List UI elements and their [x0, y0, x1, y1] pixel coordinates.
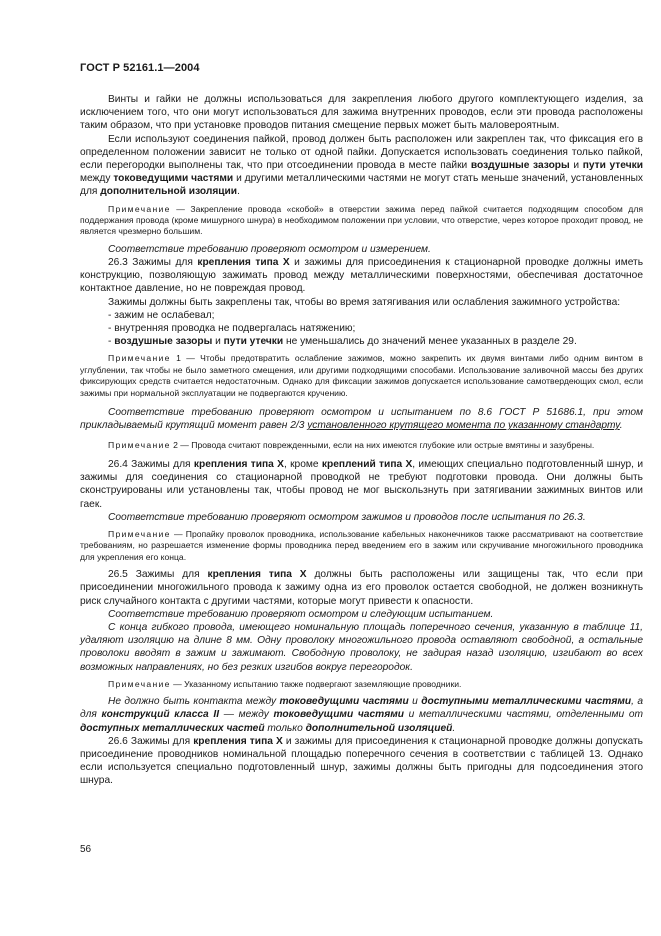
- compliance-check-4: Соответствие требованию проверяют осмотром и следующим испытанием.: [108, 608, 494, 620]
- term-live-parts: токоведущими частями: [113, 173, 234, 185]
- note-label: Примечание: [108, 203, 171, 214]
- clause-26-5: 26.5 Зажимы для крепления типа X должны быть расположены или защищены так, что если при присоединении многожильного провода к зажиму одна из его проволок остается свободной, не должен возникнуть риск случайного контакта с другими частями, которые могут привести к опасности.: [80, 569, 643, 607]
- clause-26-4: 26.4 Зажимы для крепления типа X, кроме креплений типа X, имеющих специально подготовленный шнур, и зажимы для соединения со стационарной проводкой не требуют подготовки провода. Они должны быть сконструированы или установлены так, чтобы провод не мог выскользнуть при затягивании зажимных винтов или гаек.: [80, 458, 644, 510]
- note-label: Примечание: [108, 353, 171, 364]
- list-item-3: - воздушные зазоры и пути утечки не уменьшались до значений менее указанных в разделе 29.: [108, 336, 577, 348]
- document-code-header: ГОСТ Р 52161.1—2004: [80, 62, 200, 74]
- note-earthing: Примечание — Указанному испытанию также подвергают заземляющие проводники.: [108, 678, 462, 689]
- compliance-check-2: Соответствие требованию проверяют осмотром и испытанием по 8.6 ГОСТ Р 51686.1, при этом прикладываемый крутящий момент равен 2/3 установленного крутящего момента по указанному стандарту.: [80, 407, 643, 432]
- paragraph-no-contact: Не должно быть контакта между токоведущими частями и доступными металлическими частями, а для конструкций класса II — между токоведущими частями и металлическими частями, отделенными от доступных металлических частей только дополнительной изоляцией.: [80, 696, 644, 734]
- term-creepage: пути утечки: [582, 160, 643, 172]
- note-label: Примечание: [108, 528, 171, 539]
- compliance-check-1: Соответствие требованию проверяют осмотром и измерением.: [108, 243, 431, 255]
- page-number: 56: [80, 844, 92, 855]
- term-type-x-attachment: крепления типа X: [197, 257, 290, 269]
- list-item-2: - внутренняя проводка не подвергалась натяжению;: [108, 323, 356, 335]
- paragraph-soldering: Если используют соединения пайкой, провод должен быть расположен или закреплен так, что фиксация его в определенном положении зависит не только от одной пайки. Допускается использовать соединения только пайкой, если перегородки выполнены так, что при отсоединении провода в месте пайки воздушные зазоры и пути утечки между токоведущими частями и другими металлическими частями не могут стать меньше значений, установленных для дополнительной изоляции.: [80, 133, 643, 198]
- compliance-check-3: Соответствие требованию проверяют осмотром зажимов и проводов после испытания по 26.3.: [108, 511, 586, 523]
- note-2-damaged: Примечание 2 — Провода считают поврежденными, если на них имеются глубокие или острые вмятины и зазубрены.: [108, 439, 595, 450]
- term-clearances: воздушные зазоры: [470, 160, 570, 172]
- note-soldering: Примечание — Закрепление провода «скобой» в отверстии зажима перед пайкой считается подходящим способом для поддержания провода (кроме мишурного шнура) в необходимом положении при условии, что отверстие, через которое проходит провод, не является чрезмерно большим.: [80, 203, 643, 237]
- clause-26-6: 26.6 Зажимы для крепления типа X и зажимы для присоединения к стационарной проводке должны допускать присоединение проводников номинальной площадью поперечного сечения в соответствии с таблицей 13. Однако если используется специально подготовленный шнур, зажимы должны быть пригодны для подсоединения этого шнура.: [80, 735, 643, 787]
- paragraph-screws-nuts: Винты и гайки не должны использоваться для закрепления любого другого комплектующего изделия, за исключением того, что они могут использоваться для зажима внутренних проводов, если эти провода расположены таким образом, что при установке проводов питания смещение первых может быть маловероятным.: [80, 94, 643, 132]
- note-label: Примечание: [108, 439, 171, 450]
- note-1-loosening: Примечание 1 — Чтобы предотвратить ослабление зажимов, можно закрепить их двумя винтами либо одним винтом в углублении, так чтобы не было заметного смещения, или другими подходящими способами. Использование заливочной массы без других фиксирующих средств считается недостаточным. Однако для фиксации зажимов допускается использование самотвердеющих смол, если зажимы при нормальной эксплуатации не подвергаются кручению.: [80, 353, 643, 398]
- clause-26-3: 26.3 Зажимы для крепления типа X и зажимы для присоединения к стационарной проводке должны иметь конструкцию, позволяющую зажимать провод между металлическими поверхностями, обеспечивая достаточное контактное давление, но не повреждая провод.: [80, 257, 643, 295]
- list-item-1: - зажим не ослабевал;: [108, 309, 215, 321]
- note-label: Примечание: [108, 678, 171, 689]
- document-body: [80, 93, 643, 788]
- note-soldering-strands: Примечание — Пропайку проволок проводника, использование кабельных наконечников также рассматривают на соответствие требованиям, но разрешается изменение формы проводника перед введением его в зажим или скручивание многожильного проводника для укрепления его конца.: [80, 528, 643, 562]
- term-supplementary-insulation: дополнительной изоляции: [100, 186, 238, 198]
- test-procedure: С конца гибкого провода, имеющего номинальную площадь поперечного сечения, указанную в таблице 11, удаляют изоляцию на длине 8 мм. Одну проволоку многожильного провода оставляют свободной, а остальные проволоки вводят в зажим и зажимают. Свободную проволоку, не задирая назад изоляцию, изгибают во всех возможных направлениях, но без резких изгибов вокруг перегородок.: [80, 621, 643, 673]
- paragraph-terminals-fixed: Зажимы должны быть закреплены так, чтобы во время затягивания или ослабления зажимного устройства:: [108, 296, 621, 308]
